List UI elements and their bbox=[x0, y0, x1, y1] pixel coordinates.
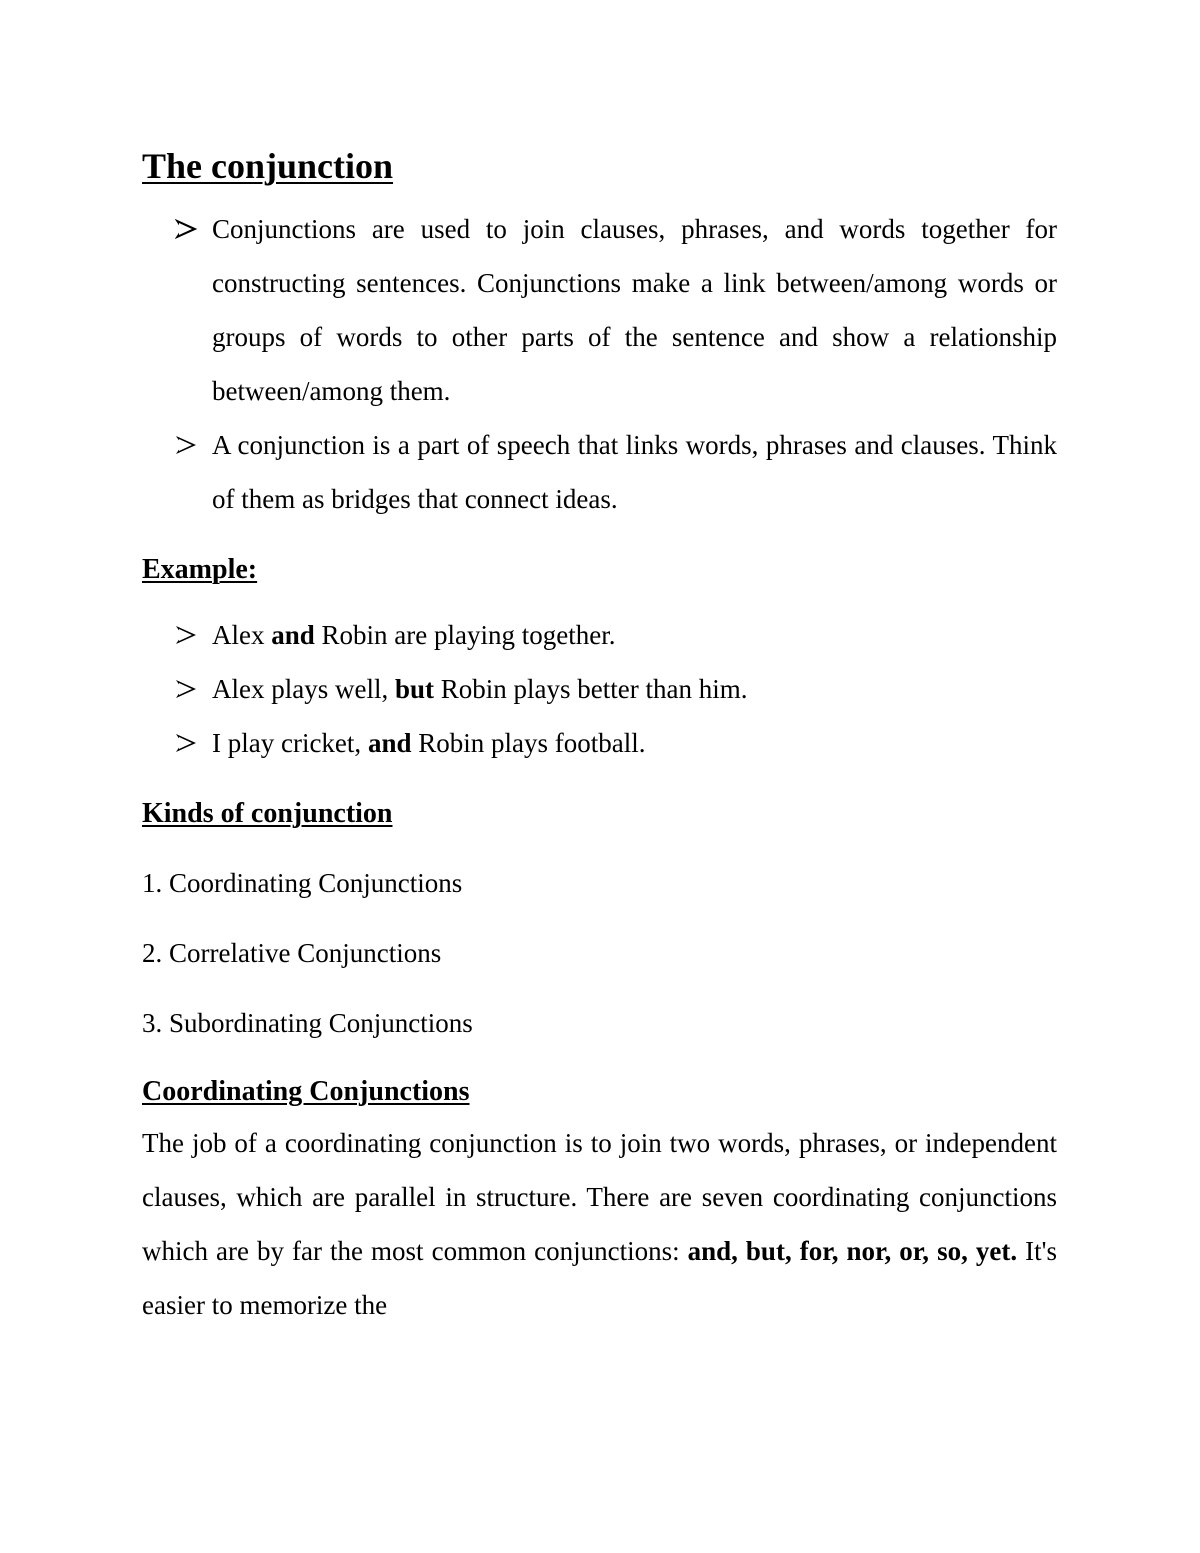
arrow-bullet-icon bbox=[142, 202, 212, 256]
example-text: I play cricket, and Robin plays football. bbox=[212, 728, 646, 758]
document-page bbox=[142, 140, 1057, 1332]
bullet-text: A conjunction is a part of speech that links words, phrases and clauses. Think of them as bridges that connect ideas. bbox=[212, 430, 1057, 514]
kinds-heading: Kinds of conjunction bbox=[142, 798, 393, 829]
arrow-bullet-icon bbox=[142, 716, 212, 770]
coordinating-paragraph: The job of a coordinating conjunction is to join two words, phrases, or independent clauses, which are parallel in structure. There are seven coordinating conjunctions which are by far the most common conjunctions: and, but, for, nor, or, so, yet. It's easier to memorize the bbox=[142, 1128, 1058, 1320]
kinds-list bbox=[142, 858, 1057, 1048]
example-text: Alex plays well, but Robin plays better than him. bbox=[212, 674, 748, 704]
arrow-bullet-icon bbox=[142, 662, 212, 716]
kinds-item: 3. Subordinating Conjunctions bbox=[142, 1008, 473, 1038]
kinds-item: 1. Coordinating Conjunctions bbox=[142, 868, 463, 898]
page-title: The conjunction bbox=[142, 146, 394, 186]
intro-bullet-list bbox=[142, 202, 1057, 526]
example-text: Alex and Robin are playing together. bbox=[212, 620, 616, 650]
arrow-bullet-icon bbox=[142, 418, 212, 472]
list-item bbox=[142, 418, 1057, 526]
arrow-bullet-icon bbox=[142, 608, 212, 662]
bullet-text: Conjunctions are used to join clauses, phrases, and words together for constructing sentences. Conjunctions make a link between/among words or groups of words to other parts of the sentence and show a relationship between/among them. bbox=[212, 214, 1057, 406]
coordinating-heading: Coordinating Conjunctions bbox=[142, 1076, 470, 1107]
list-item bbox=[142, 662, 1057, 716]
list-item bbox=[142, 202, 1057, 418]
list-item bbox=[142, 716, 1057, 770]
example-list bbox=[142, 608, 1057, 770]
example-heading: Example: bbox=[142, 554, 258, 585]
kinds-item: 2. Correlative Conjunctions bbox=[142, 938, 442, 968]
list-item bbox=[142, 608, 1057, 662]
